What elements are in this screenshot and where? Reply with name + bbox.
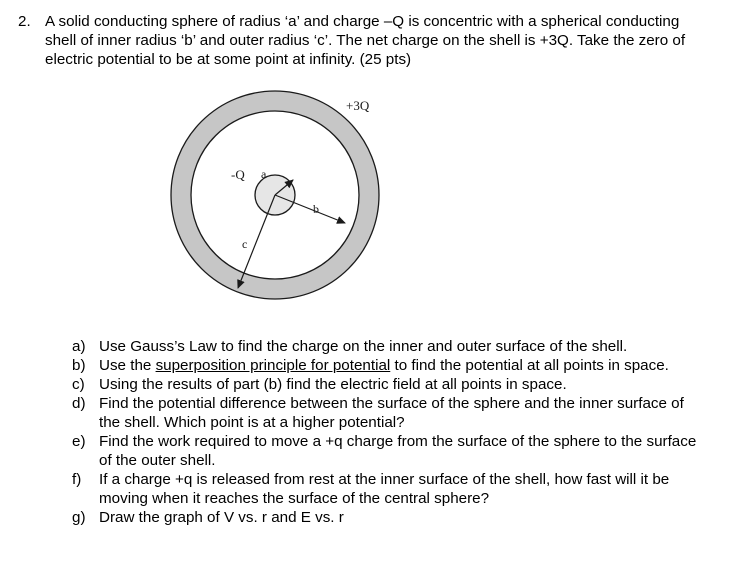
concentric-spheres-figure (160, 85, 400, 300)
sphere-charge-label: -Q (231, 167, 245, 182)
part-f-letter: f) (72, 471, 82, 488)
part-b (72, 356, 702, 375)
part-d (72, 394, 702, 432)
part-a-letter: a) (72, 338, 86, 355)
part-e (72, 432, 702, 470)
part-g-letter: g) (72, 509, 86, 526)
radius-a-label: a (261, 167, 267, 181)
part-e-text: Find the work required to move a +q charge from the surface of the sphere to the surface of the outer shell. (99, 433, 697, 469)
part-a (72, 337, 702, 356)
part-b-prefix: Use the (99, 357, 156, 374)
part-d-letter: d) (72, 395, 86, 412)
problem-statement: A solid conducting sphere of radius ‘a’ and charge –Q is concentric with a spherical conducting shell of inner radius ‘b’ and outer radius ‘c’. The net charge on the shell is +3Q. Take the zero of electric potential to be at some point at infinity. (25 pts) (45, 13, 686, 68)
part-f (72, 470, 702, 508)
problem-number: 2. (18, 13, 31, 30)
part-c (72, 375, 702, 394)
part-c-text: Using the results of part (b) find the electric field at all points in space. (99, 376, 567, 393)
part-a-text: Use Gauss’s Law to find the charge on the inner and outer surface of the shell. (99, 338, 628, 355)
radius-b-label: b (313, 202, 319, 216)
parts-list (72, 337, 702, 527)
part-b-letter: b) (72, 357, 86, 374)
part-b-underlined-phrase: superposition principle for potential (155, 357, 391, 374)
part-e-letter: e) (72, 433, 86, 450)
part-d-text: Find the potential difference between the surface of the sphere and the inner surface of the shell. Which point is at a higher potential? (99, 395, 684, 431)
shell-charge-label: +3Q (346, 98, 370, 113)
part-b-suffix: to find the potential at all points in space. (390, 357, 669, 374)
part-f-text: If a charge +q is released from rest at the inner surface of the shell, how fast will it be moving when it reaches the surface of the central sphere? (99, 471, 670, 507)
figure-svg (160, 85, 400, 300)
radius-c-label: c (242, 237, 248, 251)
part-c-letter: c) (72, 376, 85, 393)
part-g (72, 508, 702, 527)
part-g-text: Draw the graph of V vs. r and E vs. r (99, 509, 344, 526)
